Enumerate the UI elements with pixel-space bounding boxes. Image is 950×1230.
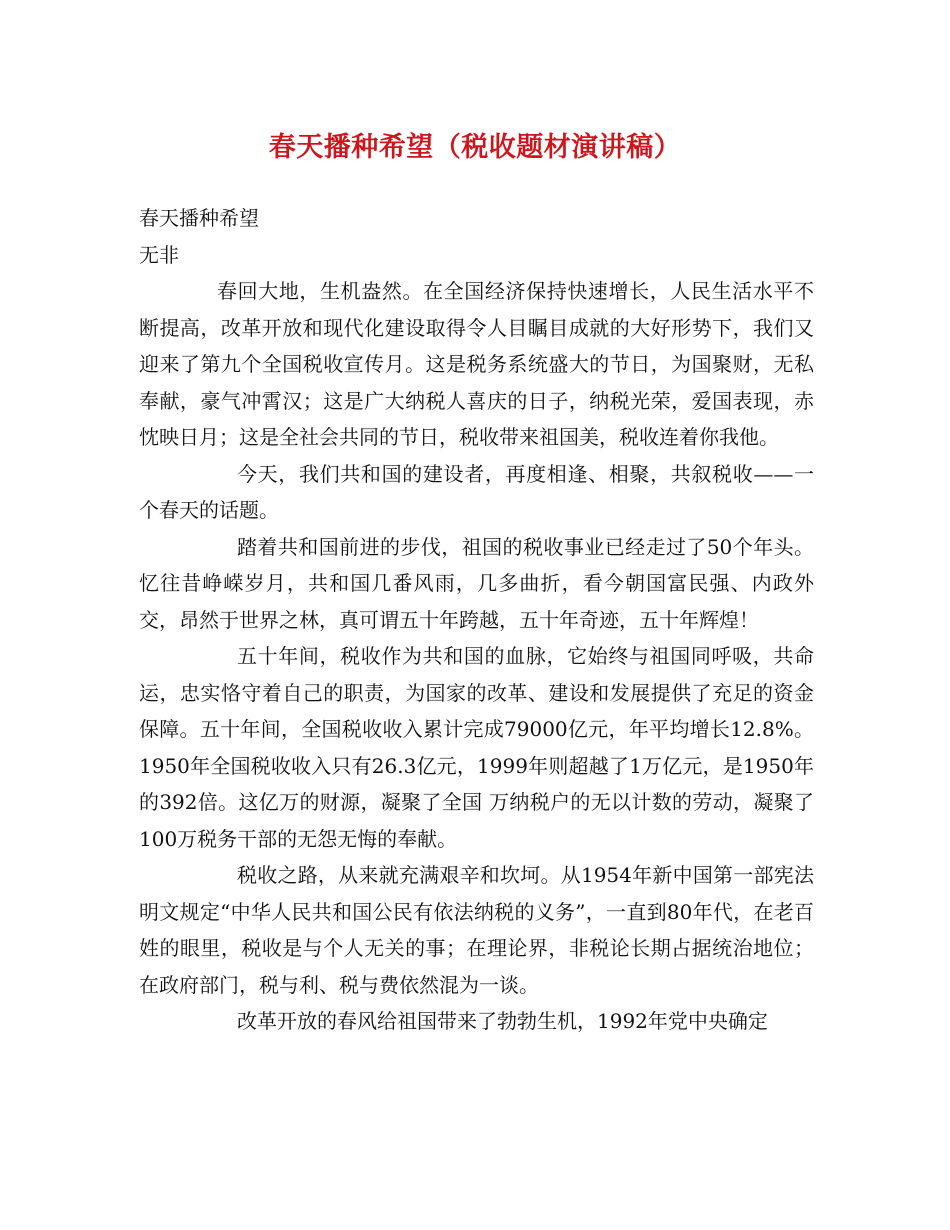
paragraph: 改革开放的春风给祖国带来了勃勃生机，1992年党中央确定	[237, 1009, 768, 1033]
document-author: 无非	[139, 242, 179, 267]
document-title: 春天播种希望（税收题材演讲稿）	[268, 132, 682, 163]
paragraph: 税收之路，从来就充满艰辛和坎坷。从1954年新中国第一部宪法明文规定“中华人民共和国公民有依法纳税的义务”，一直到80年代，在老百姓的眼里，税收是与个人无关的事；在理论界，非税论长期占据统治地位；在政府部门，税与利、税与费依然混为一谈。	[139, 863, 814, 997]
paragraph: 今天，我们共和国的建设者，再度相逢、相聚，共叙税收——一个春天的话题。	[139, 461, 814, 522]
paragraph: 春回大地，生机盎然。在全国经济保持快速增长，人民生活水平不断提高，改革开放和现代化建设取得令人目瞩目成就的大好形势下，我们又迎来了第九个全国税收宣传月。这是税务系统盛大的节日，为国聚财，无私奉献，豪气冲霄汉；这是广大纳税人喜庆的日子，纳税光荣，爱国表现，赤忱映日月；这是全社会共同的节日，税收带来祖国美，税收连着你我他。	[139, 279, 814, 449]
document-body	[139, 200, 814, 1040]
document-subtitle: 春天播种希望	[139, 206, 259, 230]
paragraph: 踏着共和国前进的步伐，祖国的税收事业已经走过了50个年头。忆往昔峥嵘岁月，共和国几番风雨，几多曲折，看今朝国富民强、内政外交，昂然于世界之林，真可谓五十年跨越，五十年奇迹，五十年辉煌！	[139, 534, 814, 632]
paragraph: 五十年间，税收作为共和国的血脉，它始终与祖国同呼吸，共命运，忠实恪守着自己的职责，为国家的改革、建设和发展提供了充足的资金保障。五十年间，全国税收收入累计完成79000亿元，年平均增长12.8%。1950年全国税收收入只有26.3亿元，1999年则超越了1万亿元，是1950年的392倍。这亿万的财源，凝聚了全国 万纳税户的无以计数的劳动，凝聚了100万税务干部的无怨无悔的奉献。	[139, 644, 814, 851]
